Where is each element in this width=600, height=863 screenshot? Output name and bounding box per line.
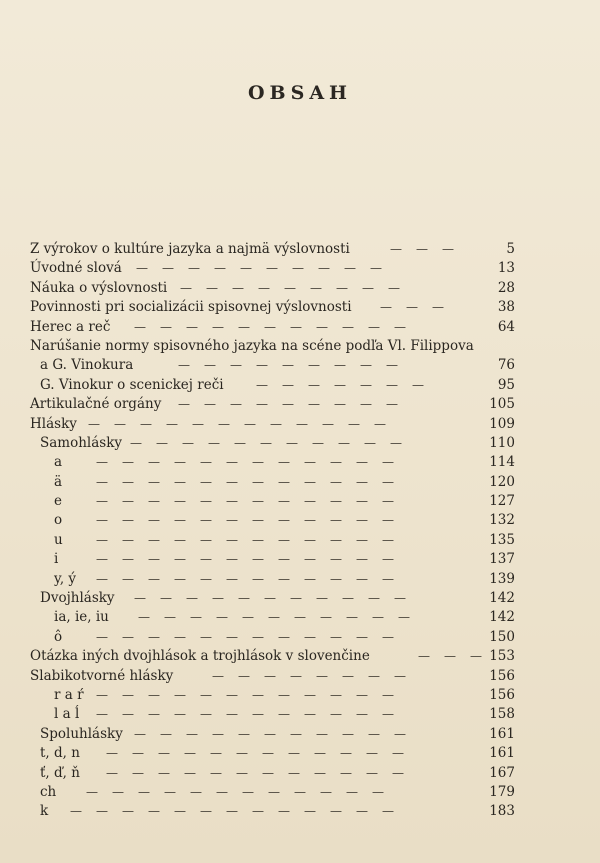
toc-page-number: 13: [497, 260, 515, 277]
toc-row: [30, 492, 515, 511]
leader-dashes: ————————————: [96, 455, 408, 470]
table-of-contents: [30, 240, 515, 822]
toc-row: [30, 647, 515, 666]
toc-entry-label: y, ý: [54, 570, 77, 587]
toc-page-number: 64: [497, 318, 515, 335]
toc-entry-label: a G. Vinokura: [40, 357, 134, 374]
leader-dashes: ————————————: [96, 474, 408, 489]
toc-row: [30, 279, 515, 298]
toc-entry-label: ô: [54, 628, 63, 645]
toc-entry-label: u: [54, 531, 63, 548]
toc-row: [30, 259, 515, 278]
toc-entry-label: a: [54, 454, 63, 471]
toc-page-number: 158: [489, 706, 515, 723]
toc-row: [30, 589, 515, 608]
leader-dashes: ————————————: [96, 629, 408, 644]
leader-dashes: ———: [390, 242, 468, 256]
toc-entry-label: r a ŕ: [54, 686, 84, 703]
toc-row: [30, 550, 515, 569]
toc-entry-label: Artikulačné orgány: [30, 396, 162, 413]
toc-row: [30, 376, 515, 395]
toc-page-number: 135: [489, 531, 515, 548]
leader-dashes: ————————————: [96, 552, 408, 567]
toc-row: [30, 511, 515, 530]
leader-dashes: ———————————: [130, 435, 416, 450]
leader-dashes: ———————: [256, 377, 438, 392]
toc-page-number: 156: [489, 667, 515, 684]
toc-page-number: 137: [489, 551, 515, 568]
toc-page-number: 120: [489, 473, 515, 490]
toc-entry-label: i: [54, 551, 59, 568]
toc-entry-label: Náuka o výslovnosti: [30, 279, 168, 296]
toc-row: [30, 395, 515, 414]
leader-dashes: ————————————: [96, 687, 408, 702]
leader-dashes: ————————————: [106, 746, 418, 761]
leader-dashes: ————————————: [96, 513, 408, 528]
toc-page-number: 161: [489, 725, 515, 742]
toc-row: [30, 705, 515, 724]
toc-entry-label: Dvojhlásky: [40, 590, 115, 607]
toc-row: [30, 298, 515, 317]
toc-page-number: 76: [497, 357, 515, 374]
toc-row: [30, 415, 515, 434]
toc-page-number: 142: [489, 609, 515, 626]
toc-row: [30, 337, 515, 356]
toc-page-number: 95: [497, 376, 515, 393]
toc-entry-label: Z výrokov o kultúre jazyka a najmä výslovnosti: [30, 241, 350, 257]
leader-dashes: ———————————: [134, 726, 420, 741]
leader-dashes: ———: [380, 300, 458, 315]
toc-row: [30, 473, 515, 492]
toc-entry-label: ia, ie, iu: [54, 609, 109, 626]
toc-entry-label: ä: [54, 473, 63, 490]
toc-entry-label: e: [54, 493, 62, 510]
leader-dashes: ————————————: [86, 784, 398, 799]
toc-row: [30, 453, 515, 472]
toc-entry-label: Herec a reč: [30, 318, 111, 335]
leader-dashes: ————————————: [88, 416, 400, 431]
toc-entry-label: ť, ď, ň: [40, 764, 80, 781]
toc-row: [30, 356, 515, 375]
toc-page-number: 179: [489, 783, 515, 800]
page-title: OBSAH: [247, 82, 353, 104]
toc-page-number: 150: [489, 628, 515, 645]
leader-dashes: ————————————: [96, 532, 408, 547]
toc-page-number: 139: [489, 570, 515, 587]
toc-row: [30, 667, 515, 686]
leader-dashes: —————————: [180, 280, 414, 295]
toc-entry-label: Slabikotvorné hlásky: [30, 667, 174, 684]
toc-row: [30, 531, 515, 550]
leader-dashes: ————————————: [106, 765, 418, 780]
toc-entry-label: o: [54, 512, 63, 529]
toc-entry-label: Narúšanie normy spisovného jazyka na scéne podľa Vl. Filippova: [30, 337, 474, 354]
leader-dashes: —————————: [178, 397, 412, 412]
toc-row: [30, 318, 515, 337]
toc-entry-label: Otázka iných dvojhlások a trojhlások v slovenčine: [30, 648, 370, 665]
leader-dashes: ———————————: [138, 610, 424, 625]
leader-dashes: ————————: [212, 668, 420, 683]
toc-row: [30, 240, 515, 259]
toc-entry-label: t, d, n: [40, 745, 80, 762]
toc-row: [30, 686, 515, 705]
leader-dashes: ———————————: [134, 591, 420, 606]
toc-page-number: 183: [489, 803, 515, 820]
leader-dashes: —————————: [178, 358, 412, 373]
toc-page-number: 161: [489, 745, 515, 762]
toc-row: [30, 608, 515, 627]
toc-page-number: 153: [489, 648, 515, 665]
leader-dashes: ————————————: [96, 571, 408, 586]
toc-page-number: 127: [489, 493, 515, 510]
toc-entry-label: Povinnosti pri socializácii spisovnej výslovnosti: [30, 299, 352, 316]
toc-page-number: 114: [489, 454, 515, 471]
toc-row: [30, 725, 515, 744]
toc-row: [30, 783, 515, 802]
toc-page-number: 142: [489, 590, 515, 607]
leader-dashes: ——————————: [136, 261, 396, 276]
toc-entry-label: Spoluhlásky: [40, 725, 123, 742]
toc-row: [30, 764, 515, 783]
toc-entry-label: G. Vinokur o scenickej reči: [40, 376, 224, 393]
toc-row: [30, 744, 515, 763]
toc-page-number: 105: [489, 396, 515, 413]
toc-page-number: 28: [497, 279, 515, 296]
toc-entry-label: Úvodné slová: [30, 260, 122, 277]
leader-dashes: ————————————: [96, 494, 408, 509]
toc-page-number: 5: [506, 241, 515, 257]
leader-dashes: ———: [418, 649, 496, 664]
leader-dashes: ———————————: [134, 319, 420, 334]
leader-dashes: ————————————: [96, 707, 408, 722]
toc-entry-label: k: [40, 803, 49, 820]
toc-page-number: 38: [497, 299, 515, 316]
leader-dashes: —————————————: [70, 804, 408, 819]
toc-page-number: 109: [489, 415, 515, 432]
toc-row: [30, 434, 515, 453]
toc-page-number: 156: [489, 686, 515, 703]
toc-page-number: 110: [489, 434, 515, 451]
toc-entry-label: Samohlásky: [40, 434, 123, 451]
toc-entry-label: l a ĺ: [54, 706, 80, 723]
toc-row: [30, 570, 515, 589]
toc-row: [30, 628, 515, 647]
toc-row: [30, 802, 515, 821]
toc-page-number: 132: [489, 512, 515, 529]
toc-entry-label: Hlásky: [30, 415, 77, 432]
toc-entry-label: ch: [40, 783, 57, 800]
toc-page-number: 167: [489, 764, 515, 781]
